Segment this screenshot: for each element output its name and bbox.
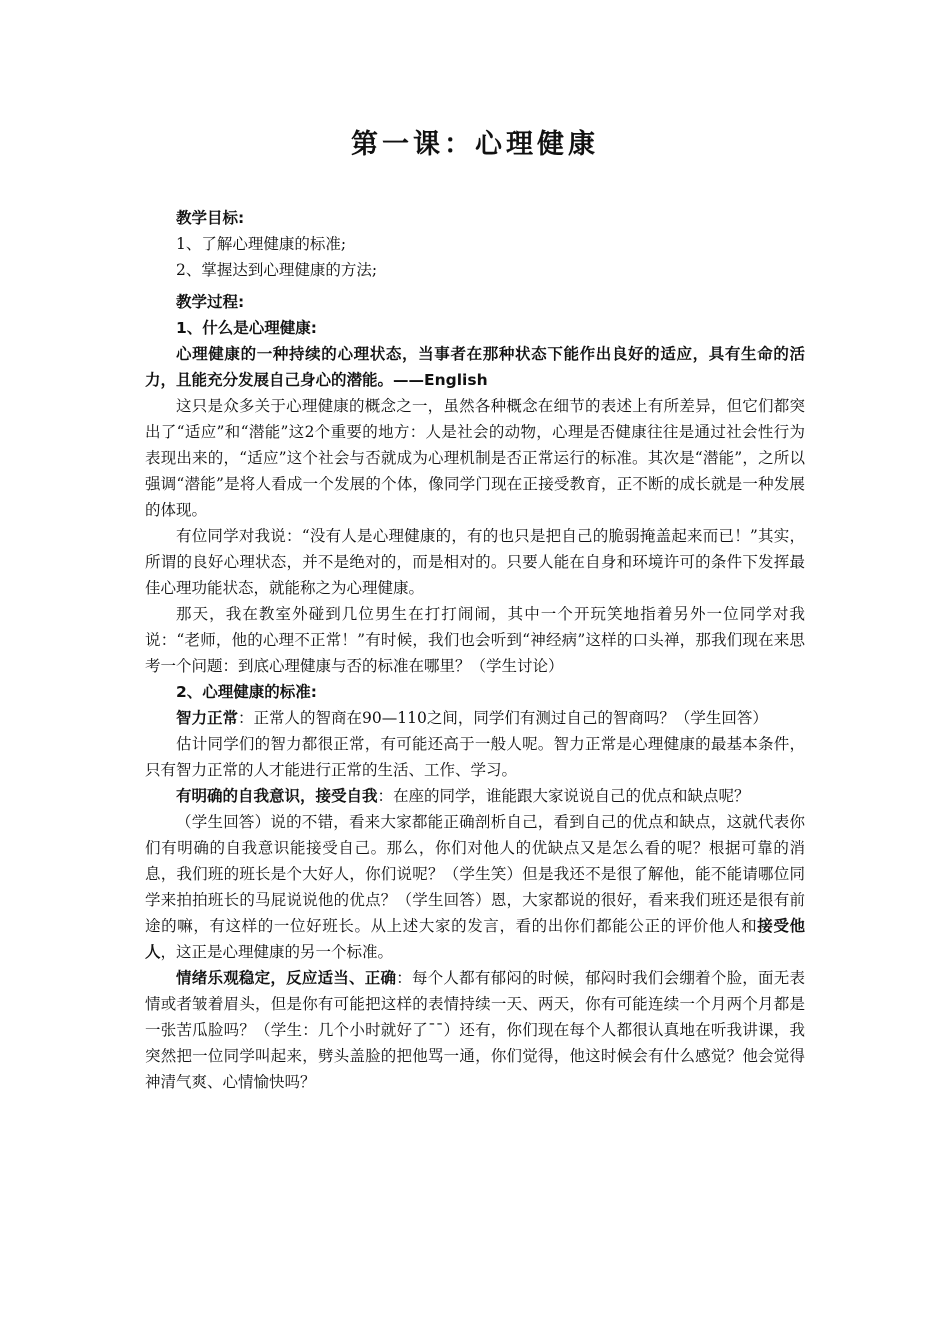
bold-phrase: 接受他人: [145, 917, 805, 961]
standard-item: [145, 705, 805, 731]
paragraph: 那天，我在教室外碰到几位男生在打打闹闹，其中一个开玩笑地指着另外一位同学对我说：“老师，他的心理不正常！”有时候，我们也会听到“神经病”这样的口头禅，那我们现在来思考一个问题：到底心理健康与否的标准在哪里？（学生讨论）: [145, 605, 805, 675]
section-1-heading: 1、什么是心理健康:: [176, 319, 317, 337]
goal-item: 2、掌握达到心理健康的方法;: [176, 261, 378, 279]
section-2-heading: 2、心理健康的标准:: [176, 683, 317, 701]
paragraph: 有位同学对我说：“没有人是心理健康的，有的也只是把自己的脆弱掩盖起来而已！”其实，所谓的良好心理状态，并不是绝对的，而是相对的。只要人能在自身和环境许可的条件下发挥最佳心理功能状态，就能称之为心理健康。: [145, 527, 805, 597]
definition-paragraph: 心理健康的一种持续的心理状态，当事者在那种状态下能作出良好的适应，具有生命的活力，且能充分发展自己身心的潜能。——English: [145, 345, 805, 389]
process-heading: 教学过程:: [176, 293, 245, 311]
page-title: 第一课：心理健康: [351, 129, 599, 160]
standard-lead: 情绪乐观稳定，反应适当、正确: [176, 969, 397, 987]
paragraph-text: ，这正是心理健康的另一个标准。: [160, 943, 394, 961]
document-body: [145, 205, 805, 1095]
standard-item: [145, 783, 805, 809]
paragraph: [145, 809, 805, 965]
goals-heading: 教学目标:: [176, 209, 245, 227]
paragraph: 估计同学们的智力都很正常，有可能还高于一般人呢。智力正常是心理健康的最基本条件，只有智力正常的人才能进行正常的生活、工作、学习。: [145, 735, 805, 779]
standard-item: [145, 965, 805, 1095]
standard-lead: 智力正常: [176, 709, 239, 727]
standard-text: ：每个人都有郁闷的时候，郁闷时我们会绷着个脸，面无表情或者皱着眉头，但是你有可能把这样的表情持续一天、两天，你有可能连续一个月两个月都是一张苦瓜脸吗？（学生：几个小时就好了¯¯）还有，你们现在每个人都很认真地在听我讲课，我突然把一位同学叫起来，劈头盖脸的把他骂一通，你们觉得，他这时候会有什么感觉？他会觉得神清气爽、心情愉快吗？: [145, 969, 805, 1091]
standard-lead: 有明确的自我意识，接受自我: [176, 787, 378, 805]
paragraph-text: （学生回答）说的不错，看来大家都能正确剖析自己，看到自己的优点和缺点，这就代表你们有明确的自我意识能接受自己。那么，你们对他人的优缺点又是怎么看的呢？根据可靠的消息，我们班的班长是个大好人，你们说呢？（学生笑）但是我还不是很了解他，能不能请哪位同学来拍拍班长的马屁说说他的优点？（学生回答）恩，大家都说的很好，看来我们班还是很有前途的嘛，有这样的一位好班长。从上述大家的发言，看的出你们都能公正的评价他人和: [145, 813, 805, 935]
standard-text: ：正常人的智商在90—110之间，同学们有测过自己的智商吗？（学生回答）: [238, 709, 768, 727]
goal-item: 1、了解心理健康的标准;: [176, 235, 347, 253]
standard-text: ：在座的同学，谁能跟大家说说自己的优点和缺点呢？: [377, 787, 750, 805]
paragraph: 这只是众多关于心理健康的概念之一，虽然各种概念在细节的表述上有所差异，但它们都突出了“适应”和“潜能”这2个重要的地方：人是社会的动物，心理是否健康往往是通过社会性行为表现出来的，“适应”这个社会与否就成为心理机制是否正常运行的标准。其次是“潜能”，之所以强调“潜能”是将人看成一个发展的个体，像同学门现在正接受教育，正不断的成长就是一种发展的体现。: [145, 397, 805, 519]
